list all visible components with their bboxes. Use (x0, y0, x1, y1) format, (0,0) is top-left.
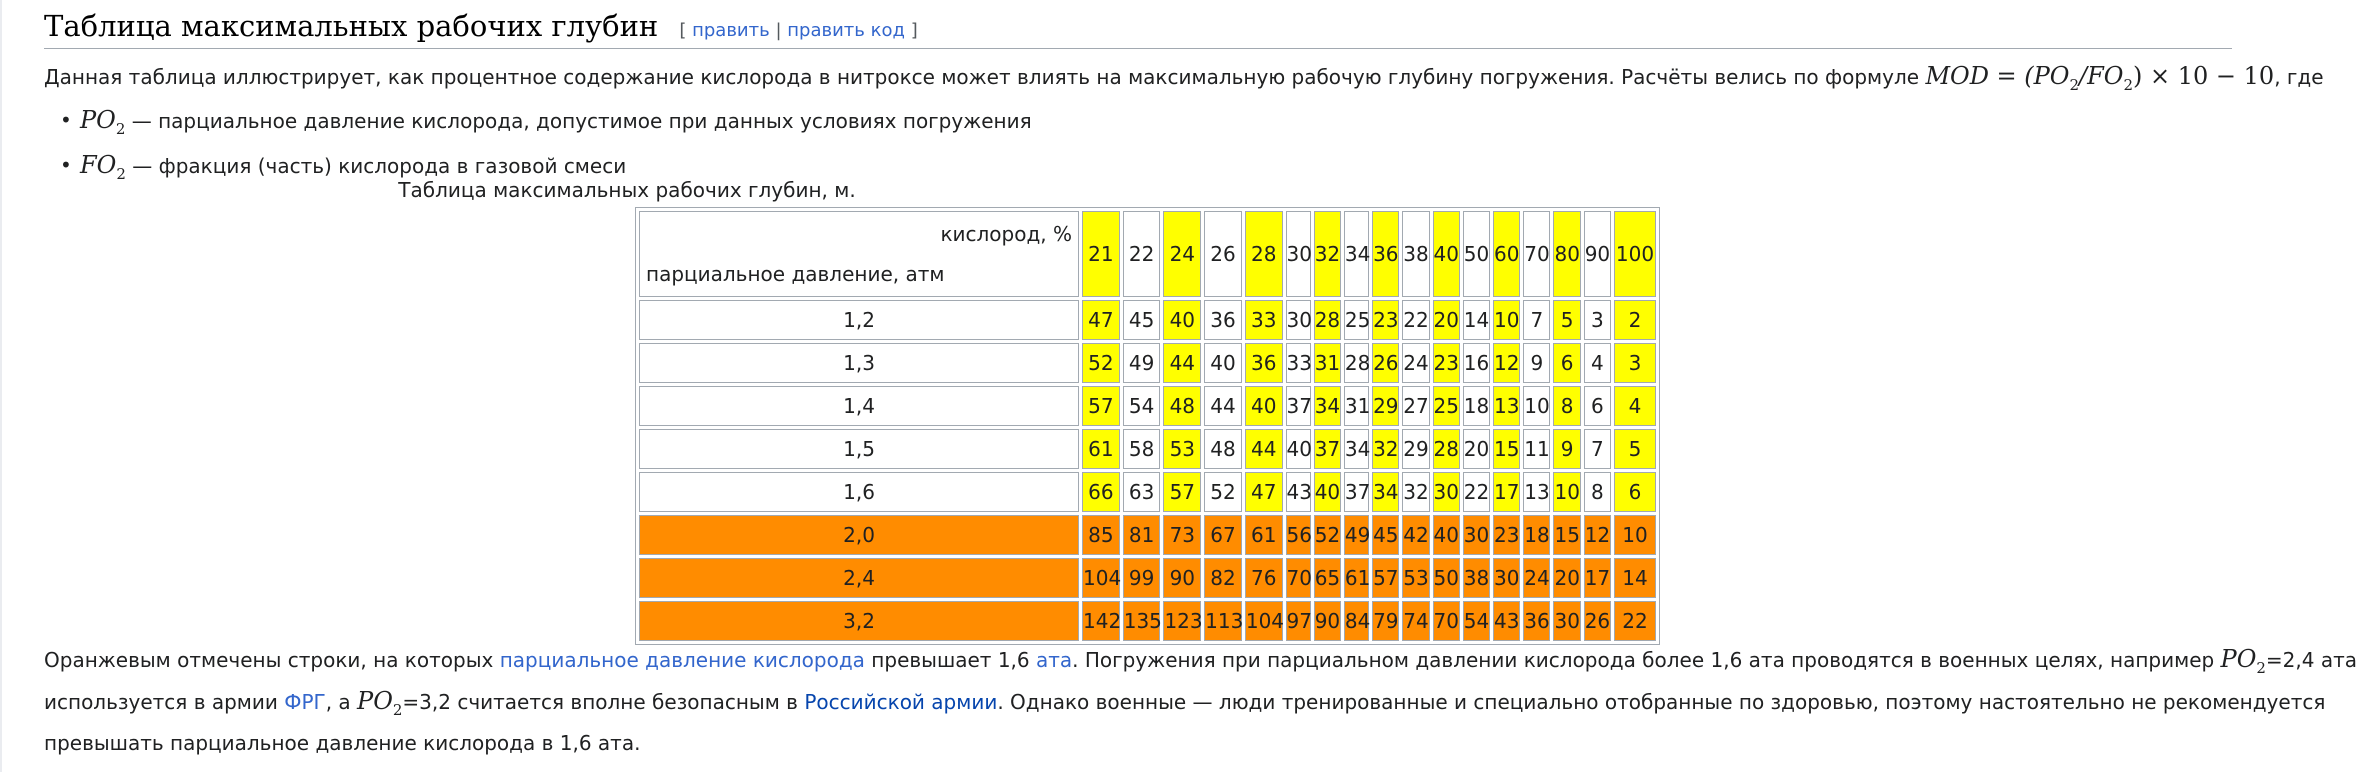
depth-cell: 40 (1314, 472, 1341, 512)
footer-line-1 (44, 643, 2357, 685)
depth-cell: 15 (1553, 515, 1580, 555)
footer-po2-1-sub: 2 (2256, 658, 2266, 677)
depth-cell: 36 (1204, 300, 1242, 340)
pressure-axis-label: парциальное давление, атм (646, 262, 945, 286)
depth-cell: 70 (1433, 601, 1460, 641)
table-row (639, 429, 1656, 469)
depth-cell: 9 (1553, 429, 1580, 469)
depth-cell: 9 (1523, 343, 1550, 383)
table-row (639, 515, 1656, 555)
depth-cell: 123 (1163, 601, 1201, 641)
depth-cell: 7 (1584, 429, 1611, 469)
definition-item-po2 (60, 102, 1032, 147)
table-row (639, 558, 1656, 598)
depth-cell: 30 (1553, 601, 1580, 641)
depth-cell: 13 (1523, 472, 1550, 512)
mod-formula (1925, 62, 2275, 94)
depth-cell: 34 (1372, 472, 1399, 512)
depth-cell: 40 (1245, 386, 1283, 426)
footer-paragraph (44, 643, 2357, 760)
edit-link[interactable]: править (692, 20, 770, 41)
po2-symbol-text: PO (80, 106, 116, 134)
depth-cell: 16 (1463, 343, 1490, 383)
oxygen-header-cell: 28 (1245, 211, 1283, 297)
depth-cell: 57 (1372, 558, 1399, 598)
depth-cell: 40 (1433, 515, 1460, 555)
footer-text-8: . Однако военные — люди тренированные и специально отобранные по здоровью, поэтому настоятельно не рекомендуется (997, 689, 2326, 714)
depth-cell: 6 (1553, 343, 1580, 383)
depth-cell: 57 (1082, 386, 1120, 426)
depth-cell: 30 (1463, 515, 1490, 555)
depth-cell: 48 (1204, 429, 1242, 469)
po2-symbol-sub: 2 (115, 119, 126, 138)
depth-cell: 24 (1402, 343, 1429, 383)
edit-bracket-open: [ (679, 20, 687, 41)
depth-cell: 53 (1402, 558, 1429, 598)
depth-cell: 5 (1614, 429, 1656, 469)
table-caption (0, 176, 2294, 204)
oxygen-header-cell: 40 (1433, 211, 1460, 297)
fo2-symbol-text: FO (80, 150, 117, 179)
depth-cell: 70 (1286, 558, 1311, 598)
depth-cell: 23 (1433, 343, 1460, 383)
depth-cell: 52 (1082, 343, 1120, 383)
depth-cell: 142 (1082, 601, 1120, 641)
oxygen-header-cell: 24 (1163, 211, 1201, 297)
depth-cell: 43 (1493, 601, 1520, 641)
depth-cell: 20 (1433, 300, 1460, 340)
footer-text-5: используется в армии (44, 689, 285, 714)
depth-cell: 44 (1245, 429, 1283, 469)
depth-cell: 4 (1614, 386, 1656, 426)
depth-cell: 32 (1372, 429, 1399, 469)
depth-cell: 84 (1344, 601, 1369, 641)
depth-cell: 38 (1463, 558, 1490, 598)
frg-link[interactable]: ФРГ (284, 689, 326, 714)
depth-cell: 36 (1245, 343, 1283, 383)
footer-text-4: =2,4 ата (2265, 648, 2357, 672)
table-row (639, 300, 1656, 340)
depth-cell: 6 (1614, 472, 1656, 512)
depth-cell: 26 (1372, 343, 1399, 383)
table-row (639, 343, 1656, 383)
ata-link[interactable]: ата (1035, 648, 1073, 672)
pressure-cell: 1,3 (639, 343, 1079, 383)
depth-cell: 10 (1523, 386, 1550, 426)
depth-cell: 52 (1314, 515, 1341, 555)
section-title: Таблица максимальных рабочих глубин (44, 9, 659, 43)
intro-paragraph (44, 61, 2324, 100)
pressure-cell: 2,4 (639, 558, 1079, 598)
oxygen-header-cell: 100 (1614, 211, 1656, 297)
depth-cell: 44 (1204, 386, 1242, 426)
depth-cell: 50 (1433, 558, 1460, 598)
depth-cell: 47 (1245, 472, 1283, 512)
depth-cell: 73 (1163, 515, 1201, 555)
depth-cell: 67 (1204, 515, 1242, 555)
oxygen-axis-label: кислород, % (940, 222, 1073, 246)
depth-cell: 34 (1344, 429, 1369, 469)
depth-cell: 26 (1584, 601, 1611, 641)
depth-cell: 24 (1523, 558, 1550, 598)
depth-cell: 30 (1493, 558, 1520, 598)
depth-cell: 3 (1584, 300, 1611, 340)
footer-text-6: , а (325, 689, 358, 714)
edit-separator: | (775, 20, 782, 41)
oxygen-header-cell: 70 (1523, 211, 1550, 297)
depth-cell: 31 (1344, 386, 1369, 426)
oxygen-header-cell: 90 (1584, 211, 1611, 297)
depth-cell: 34 (1314, 386, 1341, 426)
intro-suffix: , где (2274, 65, 2324, 89)
intro-text: Данная таблица иллюстрирует, как процентное содержание кислорода в нитроксе может влиять на максимальную рабочую глубину погружения. Расчёты велись по формуле (44, 65, 1920, 89)
depth-cell: 104 (1245, 601, 1283, 641)
depth-cell: 11 (1523, 429, 1550, 469)
footer-po2-2-text: PO (357, 686, 393, 715)
depth-cell: 56 (1286, 515, 1311, 555)
formula-rhs: ) × 10 − 10 (2133, 62, 2275, 90)
footer-text-3: . Погружения при парциальном давлении кислорода более 1,6 ата проводятся в военных целях, например (1072, 648, 2221, 672)
depth-cell: 8 (1553, 386, 1580, 426)
depth-cell: 42 (1402, 515, 1429, 555)
footer-po2-symbol-2 (357, 686, 403, 719)
depth-cell: 49 (1344, 515, 1369, 555)
formula-mid: /FO (2079, 62, 2124, 90)
depth-cell: 57 (1163, 472, 1201, 512)
depth-cell: 47 (1082, 300, 1120, 340)
footer-po2-2-sub: 2 (392, 700, 403, 719)
edit-source-link[interactable]: править код (787, 20, 905, 41)
table-row (639, 386, 1656, 426)
depth-cell: 2 (1614, 300, 1656, 340)
depth-cell: 10 (1614, 515, 1656, 555)
depth-cell: 65 (1314, 558, 1341, 598)
depth-cell: 30 (1433, 472, 1460, 512)
depth-cell: 37 (1286, 386, 1311, 426)
depth-cell: 48 (1163, 386, 1201, 426)
partial-pressure-link[interactable]: парциальное давление кислорода (499, 648, 865, 672)
corner-cell (639, 211, 1079, 297)
depth-cell: 18 (1523, 515, 1550, 555)
depth-cell: 14 (1463, 300, 1490, 340)
depth-cell: 31 (1314, 343, 1341, 383)
depth-cell: 76 (1245, 558, 1283, 598)
edit-section-links (679, 20, 917, 41)
depth-cell: 4 (1584, 343, 1611, 383)
depth-cell: 43 (1286, 472, 1311, 512)
depth-cell: 10 (1493, 300, 1520, 340)
depth-cell: 28 (1314, 300, 1341, 340)
depth-cell: 58 (1123, 429, 1161, 469)
oxygen-header-cell: 60 (1493, 211, 1520, 297)
depth-cell: 5 (1553, 300, 1580, 340)
depth-cell: 90 (1163, 558, 1201, 598)
russian-army-link[interactable]: Российской армии (804, 689, 998, 714)
depth-cell: 61 (1344, 558, 1369, 598)
table-row (639, 601, 1656, 641)
depth-cell: 63 (1123, 472, 1161, 512)
fo2-symbol (80, 150, 126, 183)
footer-po2-symbol-1 (2220, 645, 2266, 677)
depth-cell: 82 (1204, 558, 1242, 598)
depth-cell: 27 (1402, 386, 1429, 426)
oxygen-header-cell: 50 (1463, 211, 1490, 297)
depth-cell: 22 (1463, 472, 1490, 512)
oxygen-header-cell: 26 (1204, 211, 1242, 297)
depth-cell: 15 (1493, 429, 1520, 469)
depth-cell: 12 (1584, 515, 1611, 555)
fo2-symbol-sub: 2 (116, 164, 126, 183)
depth-cell: 61 (1245, 515, 1283, 555)
depth-cell: 49 (1123, 343, 1161, 383)
footer-text-7: =3,2 считается вполне безопасным в (402, 689, 805, 714)
depth-cell: 44 (1163, 343, 1201, 383)
depth-cell: 97 (1286, 601, 1311, 641)
depth-cell: 22 (1402, 300, 1429, 340)
depth-cell: 135 (1123, 601, 1161, 641)
footer-text-1: Оранжевым отмечены строки, на которых (44, 648, 500, 672)
oxygen-header-cell: 38 (1402, 211, 1429, 297)
footer-po2-1-text: PO (2220, 645, 2257, 673)
depth-cell: 12 (1493, 343, 1520, 383)
depth-cell: 37 (1314, 429, 1341, 469)
depth-cell: 30 (1286, 300, 1311, 340)
header-row (639, 211, 1656, 297)
po2-symbol (80, 106, 126, 138)
depth-cell: 25 (1433, 386, 1460, 426)
depth-cell: 8 (1584, 472, 1611, 512)
formula-lhs: MOD = (PO (1925, 62, 2070, 90)
pressure-cell: 1,4 (639, 386, 1079, 426)
depth-cell: 14 (1614, 558, 1656, 598)
footer-line-3 (44, 727, 2357, 760)
formula-fo-sub: 2 (2123, 75, 2133, 94)
depth-cell: 99 (1123, 558, 1161, 598)
fo2-definition: — фракция (часть) кислорода в газовой смеси (125, 153, 627, 178)
depth-cell: 32 (1402, 472, 1429, 512)
depth-cell: 61 (1082, 429, 1120, 469)
depth-cell: 54 (1123, 386, 1161, 426)
mod-table (635, 207, 1660, 645)
depth-cell: 23 (1493, 515, 1520, 555)
depth-cell: 40 (1204, 343, 1242, 383)
oxygen-header-cell: 32 (1314, 211, 1341, 297)
depth-cell: 37 (1344, 472, 1369, 512)
oxygen-header-cell: 30 (1286, 211, 1311, 297)
depth-cell: 6 (1584, 386, 1611, 426)
depth-cell: 54 (1463, 601, 1490, 641)
depth-cell: 40 (1286, 429, 1311, 469)
oxygen-header-cell: 21 (1082, 211, 1120, 297)
depth-cell: 104 (1082, 558, 1120, 598)
depth-cell: 85 (1082, 515, 1120, 555)
depth-cell: 52 (1204, 472, 1242, 512)
depth-cell: 20 (1553, 558, 1580, 598)
depth-cell: 28 (1344, 343, 1369, 383)
edit-bracket-close: ] (910, 20, 918, 41)
po2-definition: — парциальное давление кислорода, допустимое при данных условиях погружения (125, 109, 1032, 133)
oxygen-header-cell: 80 (1553, 211, 1580, 297)
depth-cell: 40 (1163, 300, 1201, 340)
footer-text-2: превышает 1,6 (864, 648, 1036, 672)
depth-cell: 33 (1286, 343, 1311, 383)
oxygen-header-cell: 22 (1123, 211, 1161, 297)
depth-cell: 18 (1463, 386, 1490, 426)
table-row (639, 472, 1656, 512)
depth-cell: 20 (1463, 429, 1490, 469)
footer-line-2 (44, 685, 2357, 727)
depth-cell: 113 (1204, 601, 1242, 641)
depth-cell: 17 (1493, 472, 1520, 512)
depth-cell: 33 (1245, 300, 1283, 340)
footer-text-9: превышать парциальное давление кислорода в 1,6 ата. (44, 730, 641, 755)
depth-cell: 81 (1123, 515, 1161, 555)
depth-cell: 90 (1314, 601, 1341, 641)
depth-cell: 23 (1372, 300, 1399, 340)
pressure-cell: 2,0 (639, 515, 1079, 555)
depth-cell: 45 (1123, 300, 1161, 340)
depth-cell: 53 (1163, 429, 1201, 469)
depth-cell: 29 (1372, 386, 1399, 426)
section-heading (44, 4, 2232, 49)
depth-cell: 10 (1553, 472, 1580, 512)
pressure-cell: 1,6 (639, 472, 1079, 512)
depth-cell: 22 (1614, 601, 1656, 641)
pressure-cell: 1,2 (639, 300, 1079, 340)
table-caption-text: Таблица максимальных рабочих глубин, м. (398, 178, 856, 202)
depth-cell: 13 (1493, 386, 1520, 426)
depth-cell: 7 (1523, 300, 1550, 340)
mod-table-body (639, 211, 1656, 641)
pressure-cell: 1,5 (639, 429, 1079, 469)
content-left-border (0, 0, 2, 772)
oxygen-header-cell: 36 (1372, 211, 1399, 297)
depth-cell: 66 (1082, 472, 1120, 512)
depth-cell: 29 (1402, 429, 1429, 469)
depth-cell: 3 (1614, 343, 1656, 383)
depth-cell: 36 (1523, 601, 1550, 641)
depth-cell: 17 (1584, 558, 1611, 598)
depth-cell: 79 (1372, 601, 1399, 641)
pressure-cell: 3,2 (639, 601, 1079, 641)
formula-po-sub: 2 (2069, 75, 2080, 94)
oxygen-header-cell: 34 (1344, 211, 1369, 297)
depth-cell: 25 (1344, 300, 1369, 340)
depth-cell: 28 (1433, 429, 1460, 469)
depth-cell: 45 (1372, 515, 1399, 555)
depth-cell: 74 (1402, 601, 1429, 641)
